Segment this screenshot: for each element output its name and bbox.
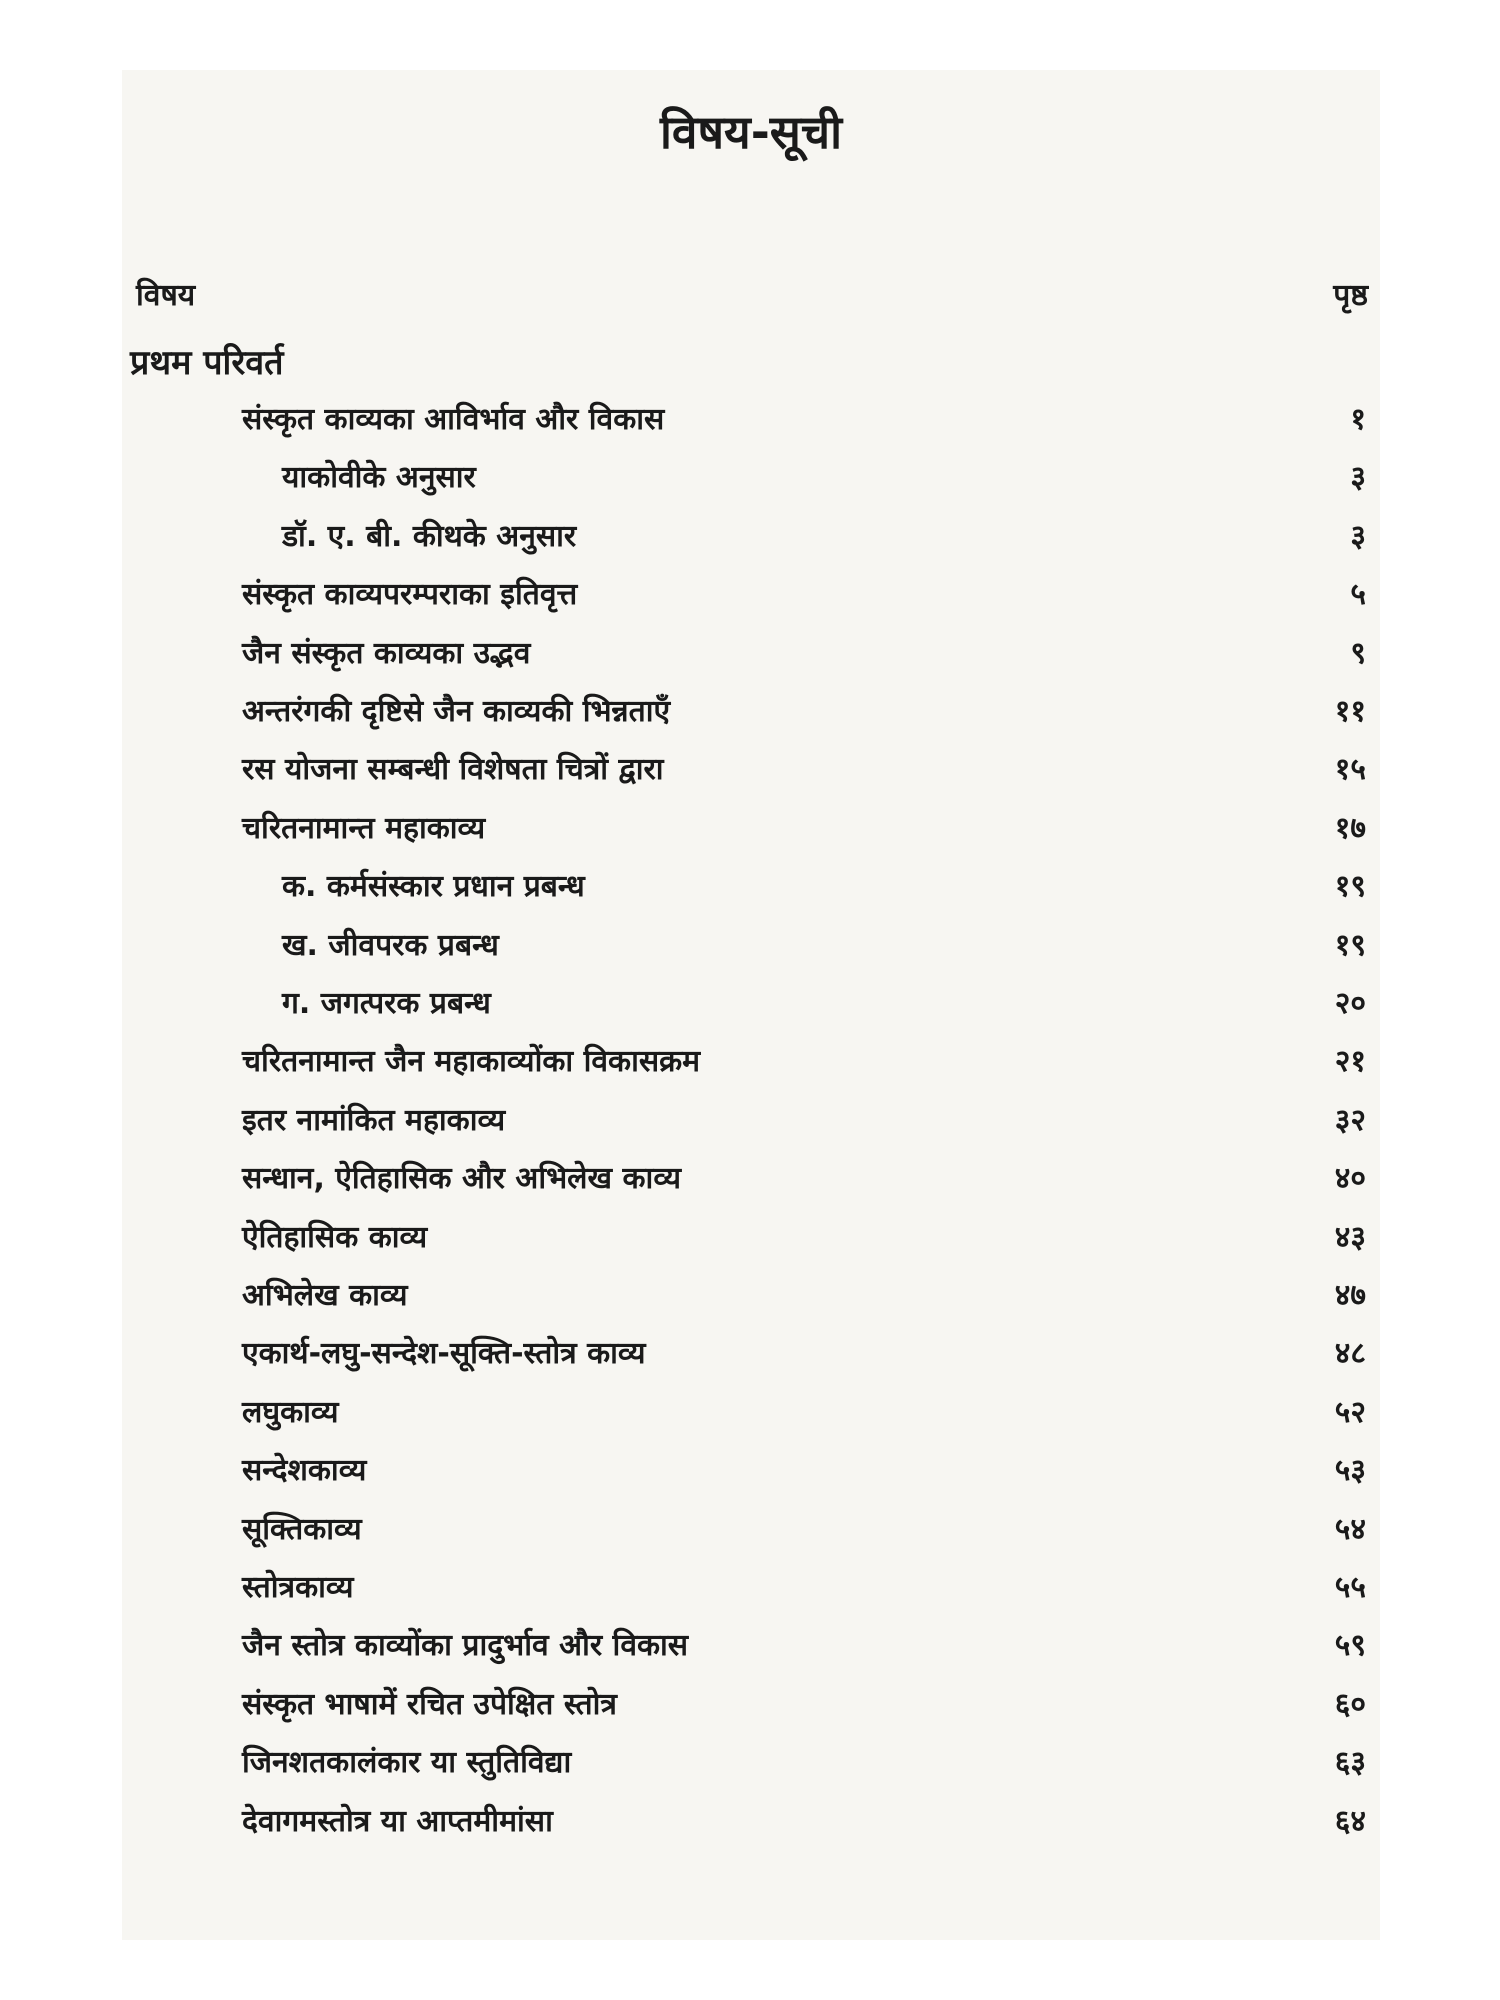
- toc-entry-title: ऐतिहासिक काव्य: [242, 1220, 428, 1255]
- toc-entry-page-number: ३: [1350, 519, 1366, 554]
- toc-entry: [122, 689, 1380, 733]
- toc-entry-page-number: ४३: [1334, 1220, 1366, 1255]
- toc-entry: [122, 1682, 1380, 1726]
- toc-entry: [122, 514, 1380, 558]
- chapter-heading: प्रथम परिवर्त: [130, 343, 284, 383]
- toc-entry: [122, 1156, 1380, 1200]
- toc-entry: [122, 1390, 1380, 1434]
- toc-entry: [122, 747, 1380, 791]
- toc-entry-page-number: ६४: [1334, 1804, 1366, 1839]
- toc-entry-page-number: ५: [1350, 577, 1366, 612]
- toc-entry: [122, 397, 1380, 441]
- page-title: विषय-सूची: [659, 105, 843, 159]
- toc-entry-page-number: ६०: [1334, 1687, 1366, 1722]
- toc-entry: [122, 631, 1380, 675]
- toc-entry-title: जिनशतकालंकार या स्तुतिविद्या: [242, 1745, 572, 1780]
- toc-entry-title: संस्कृत काव्यका आविर्भाव और विकास: [242, 402, 665, 437]
- toc-entry-title: जैन संस्कृत काव्यका उद्भव: [242, 636, 531, 671]
- toc-entry: [122, 864, 1380, 908]
- toc-entry-title: चरितनामान्त महाकाव्य: [242, 811, 486, 846]
- toc-entry-title: रस योजना सम्बन्धी विशेषता चित्रों द्वारा: [242, 752, 664, 787]
- column-header-topic: विषय: [136, 278, 196, 313]
- toc-entry-title: ख. जीवपरक प्रबन्ध: [282, 928, 499, 963]
- toc-entry-title: डॉ. ए. बी. कीथके अनुसार: [282, 519, 577, 554]
- toc-entry: [122, 1740, 1380, 1784]
- toc-entry-title: सन्देशकाव्य: [242, 1453, 367, 1488]
- toc-entry-page-number: ३२: [1334, 1103, 1366, 1138]
- toc-entry-title: अन्तरंगकी दृष्टिसे जैन काव्यकी भिन्नताएँ: [242, 694, 671, 729]
- toc-entry-title: याकोवीके अनुसार: [282, 460, 476, 495]
- toc-entry-page-number: १: [1350, 402, 1366, 437]
- toc-entry-page-number: ६३: [1334, 1745, 1366, 1780]
- toc-entry: [122, 1331, 1380, 1375]
- toc-entry: [122, 923, 1380, 967]
- toc-entry-page-number: ३: [1350, 460, 1366, 495]
- toc-entry-title: लघुकाव्य: [242, 1395, 339, 1430]
- toc-entry: [122, 806, 1380, 850]
- toc-entry-title: देवागमस्तोत्र या आप्तमीमांसा: [242, 1804, 553, 1839]
- toc-entry-page-number: ९: [1350, 636, 1366, 671]
- toc-entry: [122, 1507, 1380, 1551]
- toc-entry-page-number: ५२: [1334, 1395, 1366, 1430]
- toc-entry: [122, 981, 1380, 1025]
- toc-entry-title: सूक्तिकाव्य: [242, 1512, 362, 1547]
- toc-entry-title: अभिलेख काव्य: [242, 1278, 408, 1313]
- toc-entry-page-number: ५५: [1334, 1570, 1366, 1605]
- toc-entry-page-number: ५४: [1334, 1512, 1366, 1547]
- toc-entry: [122, 1448, 1380, 1492]
- toc-entry-page-number: ५३: [1334, 1453, 1366, 1488]
- toc-entry-title: चरितनामान्त जैन महाकाव्योंका विकासक्रम: [242, 1044, 701, 1079]
- toc-entry: [122, 1039, 1380, 1083]
- toc-entry: [122, 1565, 1380, 1609]
- toc-entry-title: ग. जगत्परक प्रबन्ध: [282, 986, 491, 1021]
- toc-entry-title: जैन स्तोत्र काव्योंका प्रादुर्भाव और विकास: [242, 1628, 689, 1663]
- toc-entry-page-number: १७: [1334, 811, 1366, 846]
- toc-entry-page-number: २०: [1334, 986, 1366, 1021]
- toc-entry-page-number: १९: [1334, 928, 1366, 963]
- toc-entry-page-number: ५९: [1334, 1628, 1366, 1663]
- toc-entry-page-number: २१: [1334, 1044, 1366, 1079]
- toc-entry: [122, 455, 1380, 499]
- book-page: [122, 70, 1380, 1940]
- toc-entry: [122, 1273, 1380, 1317]
- toc-entry-title: सन्धान, ऐतिहासिक और अभिलेख काव्य: [242, 1161, 681, 1196]
- toc-entry-page-number: १५: [1334, 752, 1366, 787]
- toc-entry-title: एकार्थ-लघु-सन्देश-सूक्ति-स्तोत्र काव्य: [242, 1336, 646, 1371]
- toc-entry-title: इतर नामांकित महाकाव्य: [242, 1103, 506, 1138]
- toc-entry-page-number: ४०: [1334, 1161, 1366, 1196]
- toc-entry: [122, 1623, 1380, 1667]
- column-header-page: पृष्ठ: [1333, 278, 1368, 313]
- toc-entry: [122, 572, 1380, 616]
- toc-entry: [122, 1098, 1380, 1142]
- toc-entry-title: क. कर्मसंस्कार प्रधान प्रबन्ध: [282, 869, 585, 904]
- toc-entry-title: स्तोत्रकाव्य: [242, 1570, 354, 1605]
- toc-entry-page-number: ४८: [1334, 1336, 1366, 1371]
- toc-entry: [122, 1215, 1380, 1259]
- toc-entry-page-number: ४७: [1334, 1278, 1366, 1313]
- toc-entry: [122, 1799, 1380, 1843]
- toc-entry-title: संस्कृत भाषामें रचित उपेक्षित स्तोत्र: [242, 1687, 617, 1722]
- toc-entry-page-number: १९: [1334, 869, 1366, 904]
- toc-entry-page-number: ११: [1334, 694, 1366, 729]
- toc-entry-title: संस्कृत काव्यपरम्पराका इतिवृत्त: [242, 577, 578, 612]
